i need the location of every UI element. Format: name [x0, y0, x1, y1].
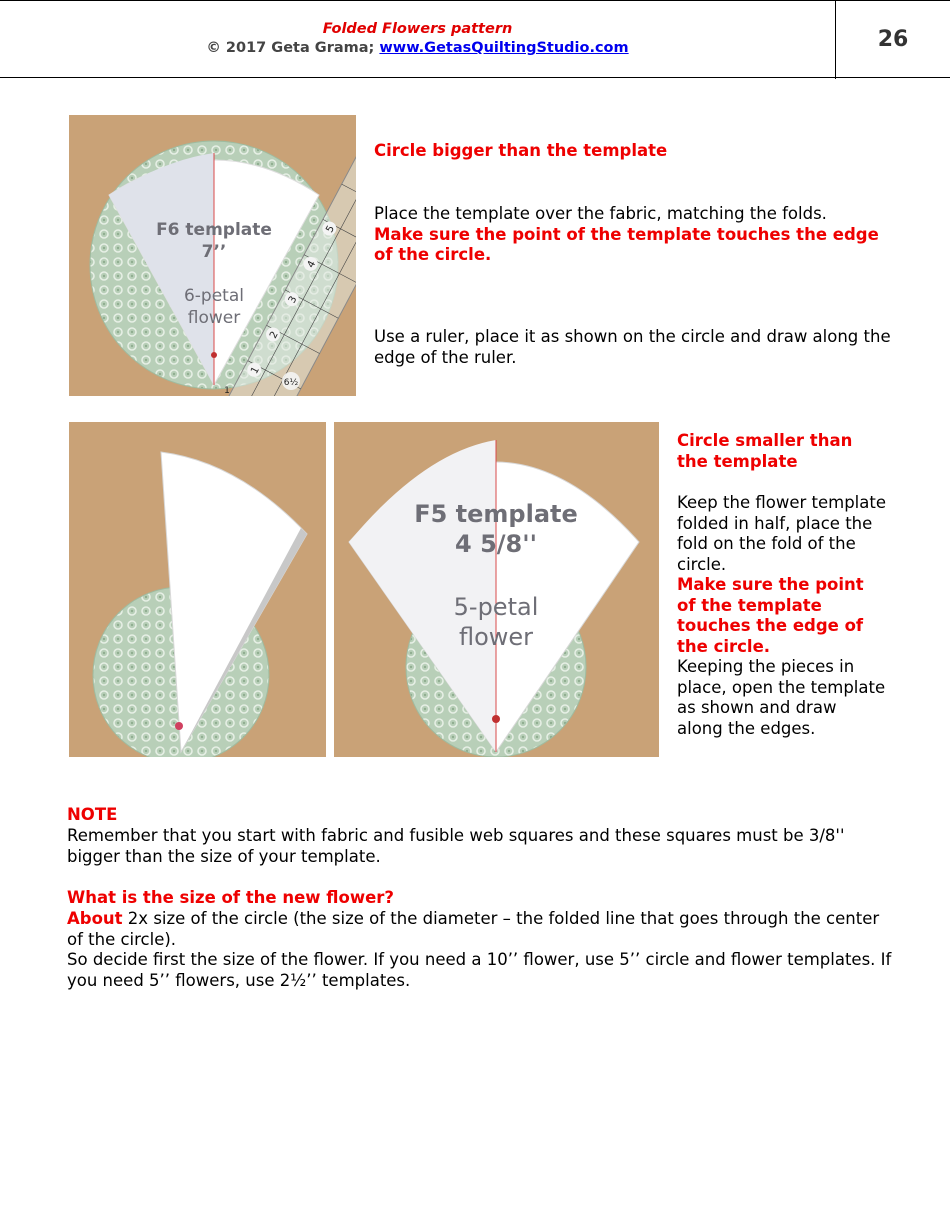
photo-template-folded-drawing: [69, 422, 326, 757]
photo-template-open-drawing: [334, 422, 659, 757]
section2-emphasis: Make sure the point of the template touches the edge of the circle.: [677, 575, 864, 656]
ruler-mark: 3: [286, 294, 300, 306]
section1-heading: Circle bigger than the template: [374, 141, 668, 160]
petal-label: flower: [187, 308, 241, 328]
petal-label: flower: [458, 623, 534, 651]
section1-text: Place the template over the fabric, matching the folds.: [374, 204, 827, 223]
ruler-mark: 2: [268, 329, 281, 341]
section2-heading: Circle smaller than the template: [677, 431, 853, 471]
about-label: About: [67, 909, 123, 928]
section1-paragraph1: [374, 204, 894, 266]
copyright-icon: ©: [206, 40, 221, 56]
decide-text: So decide first the size of the flower. If you need a 10’’ flower, use 5’’ circle and flower templates. If you need 5’’ flowers, use 2½’’ templates.: [67, 950, 892, 990]
pattern-title: Folded Flowers pattern: [322, 21, 513, 37]
section2-paragraph: [677, 493, 887, 739]
ruler-mark: 1: [249, 365, 262, 376]
photo-template-folded: [69, 422, 326, 757]
section2-text: Keep the flower template folded in half, place the fold on the fold of the circle.: [677, 493, 886, 574]
note-text: Remember that you start with fabric and fusible web squares and these squares must be 3/8'' bigger than the size of your template.: [67, 826, 845, 866]
about-text: 2x size of the circle (the size of the diameter – the folded line that goes through the center of the circle).: [67, 909, 880, 949]
template-size: 7’’: [201, 242, 227, 262]
template-size: 4 5/8'': [455, 530, 537, 558]
ruler-mark: 6½: [283, 378, 299, 388]
petal-label: 5-petal: [453, 593, 539, 621]
template-label: F5 template: [414, 500, 578, 528]
copyright-text: 2017 Geta Grama;: [225, 40, 375, 56]
copyright-line: [0, 40, 835, 56]
template-label: F6 template: [156, 220, 272, 240]
section1-paragraph2: Use a ruler, place it as shown on the circle and draw along the edge of the ruler.: [374, 327, 891, 367]
photo-circle-bigger-drawing: [69, 115, 356, 396]
photo-circle-bigger: [69, 115, 356, 396]
ruler-mark: 4: [305, 259, 319, 270]
website-link[interactable]: www.GetasQuiltingStudio.com: [379, 40, 629, 56]
section1-emphasis: Make sure the point of the template touches the edge of the circle.: [374, 224, 879, 264]
petal-label: 6-petal: [183, 286, 245, 306]
size-heading: What is the size of the new flower?: [67, 888, 394, 907]
size-paragraph: [67, 909, 897, 991]
ruler-mark: 1: [224, 386, 230, 396]
ruler-mark: 5: [324, 223, 338, 235]
photo-template-open: [334, 422, 659, 757]
page-number: 26: [877, 27, 909, 52]
note-heading: NOTE: [67, 805, 118, 824]
page-header: [0, 0, 950, 78]
section2-text-2: Keeping the pieces in place, open the template as shown and draw along the edges.: [677, 657, 886, 738]
